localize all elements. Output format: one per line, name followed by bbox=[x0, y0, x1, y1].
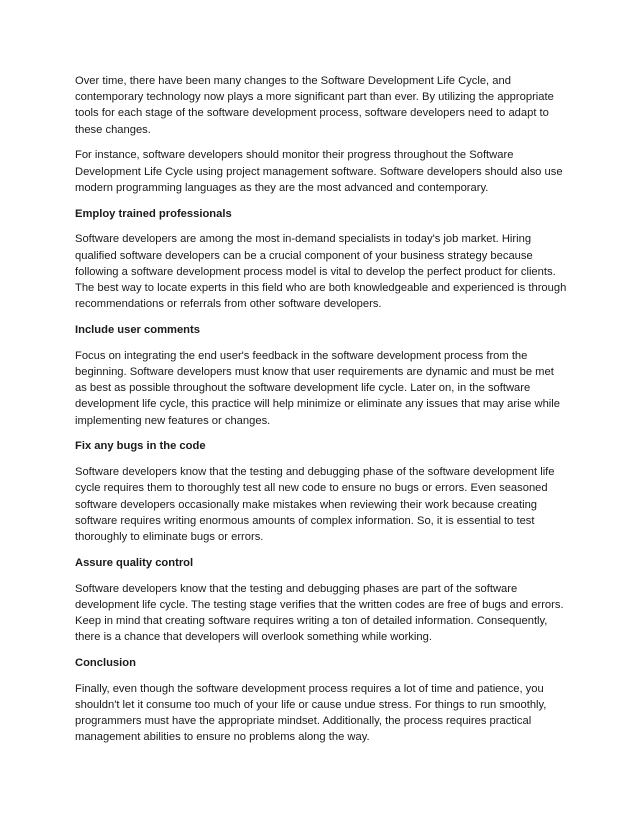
intro-paragraph: Over time, there have been many changes to the Software Development Life Cycle, and contemporary technology now plays a more significant part than ever. By utilizing the appropriate tools for each stage of the software development process, software developers need to adapt to these changes. bbox=[75, 75, 554, 136]
section-body: Focus on integrating the end user's feedback in the software development process from the beginning. Software developers must know that user requirements are dynamic and must be met as best as possible throughout the software development life cycle. Later on, in the software development life cycle, this practice will help minimize or eliminate any issues that may arise while implementing new features or changes. bbox=[75, 349, 560, 427]
section-quality-control bbox=[75, 555, 567, 646]
intro-paragraph: For instance, software developers should monitor their progress throughout the Software Development Life Cycle using project management software. Software developers should also use modern programming languages as they are the most advanced and contemporary. bbox=[75, 149, 563, 194]
document-page bbox=[75, 73, 567, 755]
section-heading: Include user comments bbox=[75, 324, 200, 337]
section-conclusion bbox=[75, 655, 567, 746]
section-body: Software developers know that the testing and debugging phase of the software development life cycle requires them to thoroughly test all new code to ensure no bugs or errors. Even seasoned software developers occasionally make mistakes when reviewing their work because creating software requires writing enormous amounts of complex information. So, it is essential to test thoroughly to eliminate bugs or errors. bbox=[75, 466, 555, 544]
section-heading: Fix any bugs in the code bbox=[75, 440, 206, 453]
section-fix-bugs bbox=[75, 438, 567, 545]
section-body: Finally, even though the software development process requires a lot of time and patience, you shouldn't let it consume too much of your life or cause undue stress. For things to run smoothly, programmers must have the appropriate mindset. Additionally, the process requires practical management abilities to ensure no problems along the way. bbox=[75, 682, 547, 744]
section-heading: Assure quality control bbox=[75, 556, 194, 569]
section-employ-professionals bbox=[75, 206, 567, 313]
section-user-comments bbox=[75, 322, 567, 429]
section-heading: Employ trained professionals bbox=[75, 207, 232, 220]
section-body: Software developers know that the testing and debugging phases are part of the software development life cycle. The testing stage verifies that the written codes are free of bugs and errors. Keep in mind that creating software requires writing a ton of detailed information. Consequently, there is a chance that developers will overlook something while working. bbox=[75, 582, 564, 644]
section-body: Software developers are among the most in-demand specialists in today's job market. Hiring qualified software developers can be a crucial component of your business strategy because following a software development process model is vital to develop the perfect product for clients. The best way to locate experts in this field who are both knowledgeable and experienced is through recommendations or referrals from other software developers. bbox=[75, 233, 567, 311]
section-heading: Conclusion bbox=[75, 657, 136, 670]
